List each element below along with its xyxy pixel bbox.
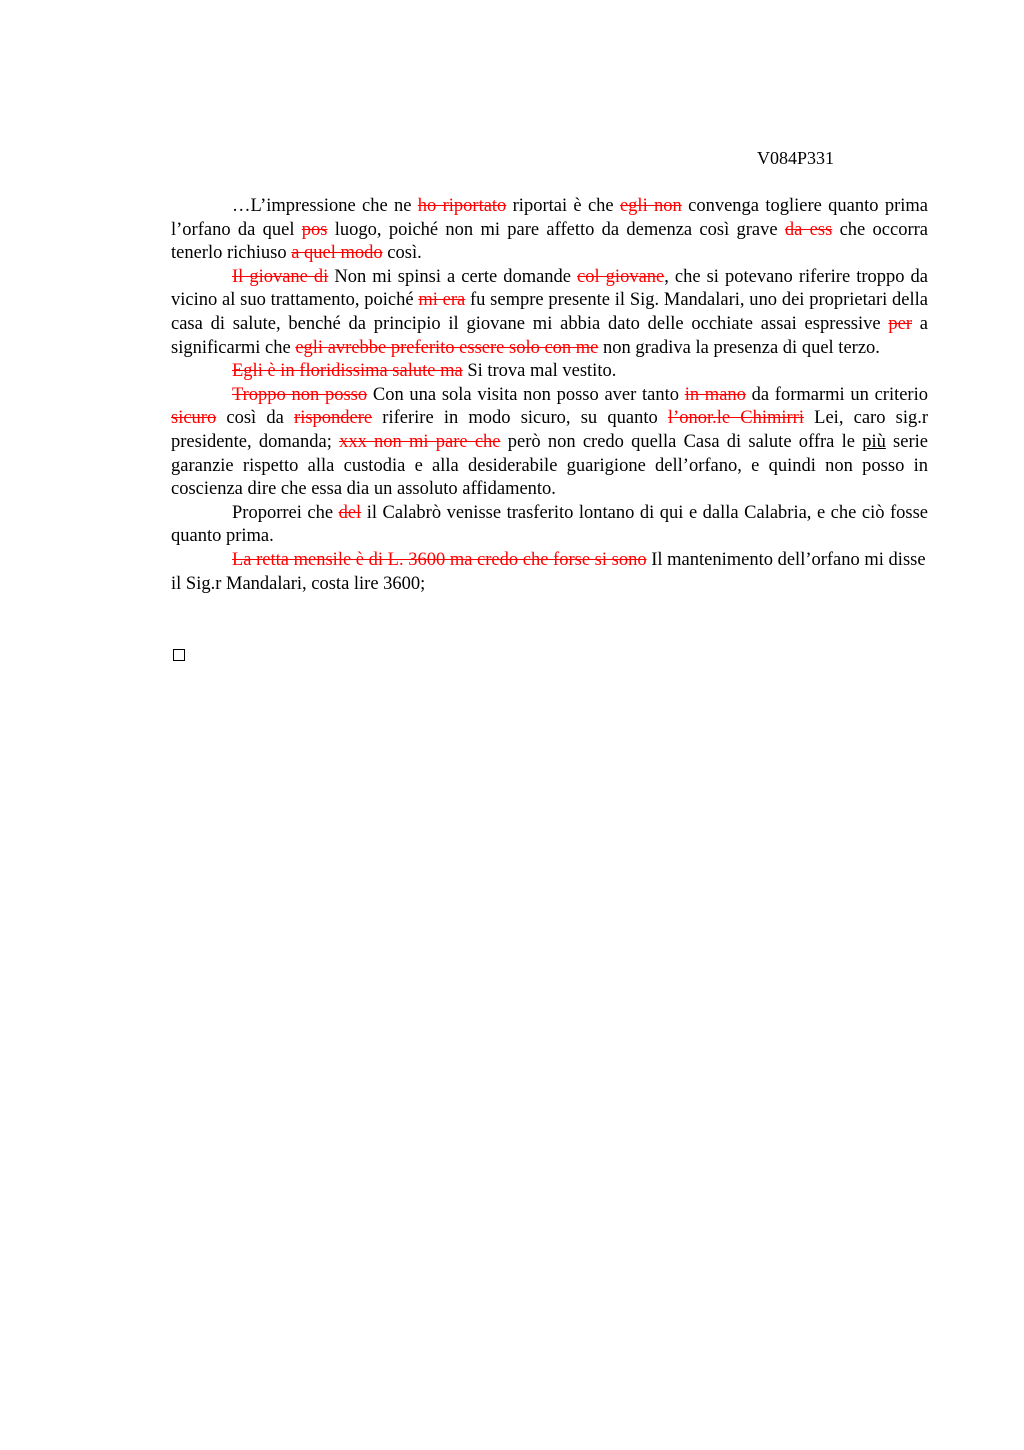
letter-body [171,195,928,596]
deleted-text: pos [301,219,328,240]
deleted-text: sicuro [171,408,217,429]
text-segment: …L’impressione che ne [232,196,418,216]
deleted-text: xxx non mi pare che [339,431,501,452]
deleted-text: del [338,502,362,523]
text-segment: così. [382,243,422,264]
deleted-text: La retta mensile è di L. 3600 ma credo che forse si sono [232,549,647,570]
text-segment: il Calabrò venisse trasferito lontano di qui e dalla Calabria, e che ciò fosse quanto prima. [171,502,929,547]
deleted-text: in mano [684,384,746,405]
deleted-text: rispondere [294,408,373,429]
paragraph [171,502,928,549]
text-segment: non gradiva la presenza di quel terzo. [598,337,880,358]
page-id: V084P331 [757,148,835,168]
text-segment: così da [216,408,295,429]
deleted-text: l’onor.le Chimirri [667,408,804,429]
paragraph [171,360,928,384]
deleted-text: col giovane [577,266,665,287]
deleted-text: ho riportato [417,196,507,216]
text-segment: Il mantenimento dell’orfano mi disse il Sig.r Mandalari, costa lire 3600; [171,549,926,594]
text-segment: serie garanzie rispetto alla custodia e alla desiderabile guarigione dell’orfano, e quindi non posso in coscienza dire che essa dia un assoluto affidamento. [171,431,928,500]
paragraph [171,549,928,596]
deleted-text: Troppo non posso [232,384,368,405]
end-square-icon [173,649,185,661]
text-segment: luogo, poiché non mi pare affetto da demenza così grave [327,219,785,240]
text-segment: che occorra tenerlo richiuso [171,219,928,264]
text-segment: a significarmi che [171,313,928,358]
deleted-text: da ess [784,219,833,240]
deleted-text: per [888,313,912,334]
deleted-text: Il giovane di [232,266,329,287]
text-segment: Proporrei che [232,502,339,523]
paragraph [171,195,928,266]
paragraph [171,266,928,360]
text-segment: riportai è che [506,196,620,216]
text-segment: riferire in modo sicuro, su quanto [372,408,668,429]
text-segment: convenga togliere quanto prima l’orfano da quel [171,196,928,240]
text-segment: Lei, caro sig.r presidente, domanda; [171,408,929,452]
deleted-text: Egli è in floridissima salute ma [232,361,463,382]
deleted-text: a quel modo [291,243,383,264]
deleted-text: mi era [418,290,466,311]
text-segment: Si trova mal vestito. [462,361,617,382]
text-segment: da formarmi un criterio [745,384,928,405]
text-segment: però non credo quella Casa di salute offra le [500,431,863,452]
deleted-text: egli non [619,196,682,216]
deleted-text: egli avrebbe preferito essere solo con me [295,337,599,358]
paragraph [171,384,928,502]
text-segment: Non mi spinsi a certe domande [328,266,578,287]
text-segment: fu sempre presente il Sig. Mandalari, uno dei proprietari della casa di salute, benché da principio il giovane mi abbia dato delle occhiate assai espressive [171,290,928,334]
underlined-text: più [862,431,886,452]
text-segment: Con una sola visita non posso aver tanto [367,384,685,405]
text-segment: , che si potevano riferire troppo da vicino al suo trattamento, poiché [171,266,928,311]
